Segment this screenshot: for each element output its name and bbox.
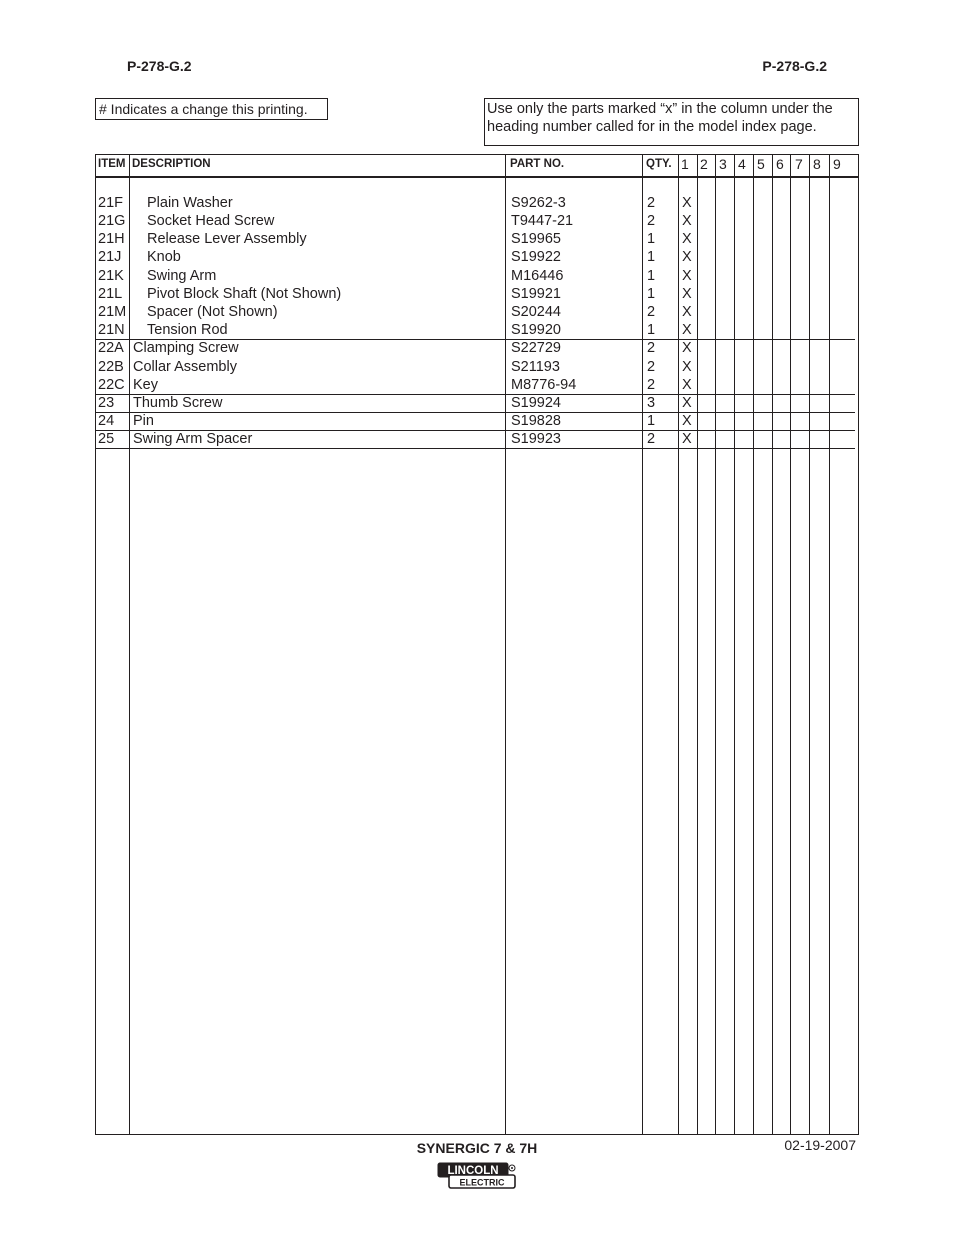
usage-note: Use only the parts marked “x” in the column under the heading number called for in the model index page.	[484, 98, 859, 146]
row-model-mark: X	[682, 231, 692, 247]
row-description: Swing Arm Spacer	[133, 431, 253, 447]
row-item: 21F	[98, 195, 123, 211]
row-item: 21K	[98, 268, 124, 284]
change-note: # Indicates a change this printing.	[95, 98, 328, 120]
row-model-mark: X	[682, 213, 692, 229]
row-item: 23	[98, 395, 115, 411]
row-item: 25	[98, 431, 115, 447]
row-item: 21N	[98, 322, 125, 338]
row-description: Release Lever Assembly	[147, 231, 307, 247]
row-qty: 3	[647, 395, 656, 411]
row-description: Socket Head Screw	[147, 213, 275, 229]
table-row	[96, 248, 858, 266]
row-part-no: T9447-21	[511, 213, 574, 229]
col-header-qty: QTY.	[646, 158, 672, 170]
row-item: 22B	[98, 359, 124, 375]
page-code-left: P-278-G.2	[127, 58, 192, 74]
row-item: 21H	[98, 231, 125, 247]
row-description: Pivot Block Shaft (Not Shown)	[147, 286, 342, 302]
row-part-no: S19920	[511, 322, 561, 338]
table-row	[96, 394, 858, 412]
table-row	[96, 430, 858, 448]
col-header-item: ITEM	[98, 158, 126, 170]
row-item: 21J	[98, 249, 122, 265]
row-part-no: S19924	[511, 395, 561, 411]
row-description: Pin	[133, 413, 154, 429]
row-description: Plain Washer	[147, 195, 233, 211]
table-row	[96, 339, 858, 357]
table-row	[96, 267, 858, 285]
lincoln-electric-logo	[437, 1162, 517, 1190]
row-model-mark: X	[682, 395, 692, 411]
col-header-model-7: 7	[795, 156, 803, 172]
row-model-mark: X	[682, 195, 692, 211]
row-qty: 1	[647, 231, 656, 247]
table-row	[96, 230, 858, 248]
row-qty: 2	[647, 213, 656, 229]
row-qty: 2	[647, 431, 656, 447]
col-header-model-2: 2	[700, 156, 708, 172]
row-model-mark: X	[682, 249, 692, 265]
row-part-no: S20244	[511, 304, 561, 320]
logo-text-top: LINCOLN	[447, 1165, 499, 1177]
row-qty: 2	[647, 304, 656, 320]
row-qty: 2	[647, 359, 656, 375]
col-header-model-5: 5	[757, 156, 765, 172]
row-item: 21L	[98, 286, 123, 302]
row-part-no: S21193	[511, 359, 560, 375]
row-description: Clamping Screw	[133, 340, 239, 356]
col-header-description: DESCRIPTION	[132, 158, 211, 170]
row-qty: 2	[647, 377, 656, 393]
row-qty: 1	[647, 322, 656, 338]
row-part-no: S19923	[511, 431, 561, 447]
col-header-model-3: 3	[719, 156, 727, 172]
row-qty: 2	[647, 340, 656, 356]
col-header-part-no: PART NO.	[510, 158, 565, 170]
row-item: 22C	[98, 377, 125, 393]
table-row	[96, 376, 858, 394]
row-description: Knob	[147, 249, 181, 265]
row-item: 21G	[98, 213, 126, 229]
row-description: Spacer (Not Shown)	[147, 304, 278, 320]
product-name: SYNERGIC 7 & 7H	[416, 1140, 538, 1156]
row-model-mark: X	[682, 377, 692, 393]
table-row	[96, 412, 858, 430]
row-description: Collar Assembly	[133, 359, 237, 375]
row-item: 21M	[98, 304, 127, 320]
row-part-no: S19828	[511, 413, 561, 429]
row-model-mark: X	[682, 268, 692, 284]
col-header-model-6: 6	[776, 156, 784, 172]
row-model-mark: X	[682, 431, 692, 447]
table-row	[96, 212, 858, 230]
col-header-model-4: 4	[738, 156, 746, 172]
table-row	[96, 194, 858, 212]
row-part-no: S19965	[511, 231, 561, 247]
row-qty: 1	[647, 413, 656, 429]
row-part-no: S9262-3	[511, 195, 566, 211]
row-model-mark: X	[682, 304, 692, 320]
row-description: Key	[133, 377, 158, 393]
table-row	[96, 321, 858, 339]
row-model-mark: X	[682, 322, 692, 338]
logo-text-bottom: ELECTRIC	[459, 1177, 505, 1188]
row-qty: 1	[647, 249, 656, 265]
row-model-mark: X	[682, 359, 692, 375]
row-item: 24	[98, 413, 115, 429]
row-qty: 1	[647, 268, 656, 284]
col-header-model-1: 1	[681, 156, 689, 172]
row-model-mark: X	[682, 413, 692, 429]
row-description: Swing Arm	[147, 268, 217, 284]
row-part-no: S19922	[511, 249, 561, 265]
table-row	[96, 285, 858, 303]
row-model-mark: X	[682, 286, 692, 302]
row-description: Thumb Screw	[133, 395, 223, 411]
row-part-no: M8776-94	[511, 377, 577, 393]
row-qty: 1	[647, 286, 656, 302]
table-row	[96, 358, 858, 376]
page-code-right: P-278-G.2	[762, 58, 827, 74]
table-row	[96, 303, 858, 321]
row-part-no: S19921	[511, 286, 561, 302]
row-model-mark: X	[682, 340, 692, 356]
row-description: Tension Rod	[147, 322, 228, 338]
row-item: 22A	[98, 340, 124, 356]
revision-date: 02-19-2007	[784, 1137, 856, 1153]
row-part-no: M16446	[511, 268, 564, 284]
row-qty: 2	[647, 195, 656, 211]
parts-table	[95, 154, 859, 1135]
col-header-model-8: 8	[813, 156, 821, 172]
col-header-model-9: 9	[833, 156, 841, 172]
row-part-no: S22729	[511, 340, 561, 356]
